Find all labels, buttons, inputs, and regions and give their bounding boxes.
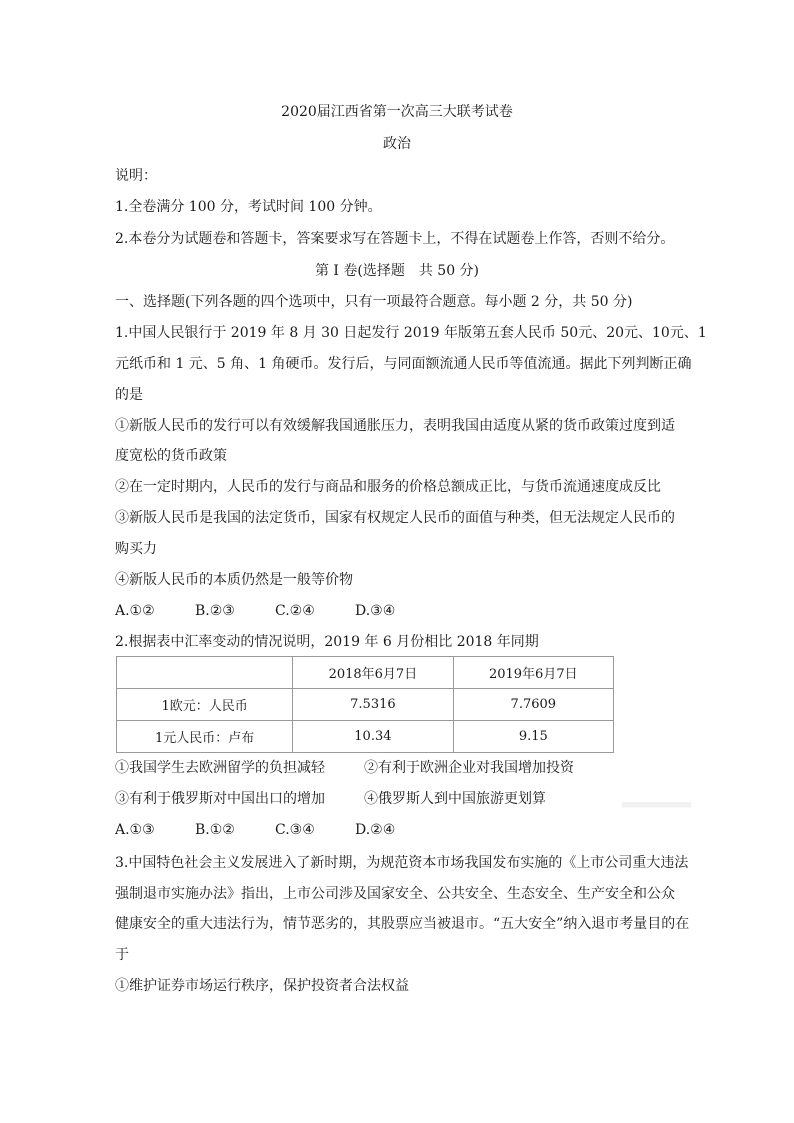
- table-cell: 2019年6月7日: [453, 657, 613, 689]
- note-item: 1.全卷满分 100 分，考试时间 100 分钟。: [115, 199, 382, 215]
- q1-statement: 度宽松的货币政策: [115, 448, 227, 464]
- faded-watermark: ▂▂▂▂▂: [622, 787, 692, 808]
- table-row: [117, 721, 614, 753]
- q2-statement: ④俄罗斯人到中国旅游更划算: [364, 791, 546, 807]
- table-cell: 7.7609: [453, 689, 613, 721]
- q1-option-a[interactable]: A.①②: [115, 603, 155, 619]
- q1-statement: ③新版人民币是我国的法定货币，国家有权规定人民币的面值与种类，但无法规定人民币的: [115, 510, 675, 526]
- table-cell: 1欧元：人民币: [117, 689, 293, 721]
- subject-title: 政治: [383, 136, 411, 152]
- q1-stem-line: 元纸币和 1 元、5 角、1 角硬币。发行后，与同面额流通人民币等值流通。据此下列判断正确: [115, 356, 692, 372]
- q3-stem-line: 健康安全的重大违法行为，情节恶劣的，其股票应当被退市。“五大安全”纳入退市考量目的在: [115, 916, 690, 932]
- q3-stem-line: 于: [115, 947, 129, 963]
- table-cell: 2018年6月7日: [293, 657, 453, 689]
- q1-statement: ④新版人民币的本质仍然是一般等价物: [115, 572, 353, 588]
- table-cell: 10.34: [293, 721, 453, 753]
- q1-option-c[interactable]: C.②④: [275, 603, 315, 619]
- q2-statement: ③有利于俄罗斯对中国出口的增加: [115, 791, 325, 807]
- q1-statement: ②在一定时期内，人民币的发行与商品和服务的价格总额成正比，与货币流通速度成反比: [115, 479, 661, 495]
- q2-options: [115, 820, 685, 840]
- q2-statement: ①我国学生去欧洲留学的负担减轻: [115, 760, 325, 776]
- q1-statement: ①新版人民币的发行可以有效缓解我国通胀压力，表明我国由适度从紧的货币政策过度到适: [115, 418, 675, 434]
- table-cell: [117, 657, 293, 689]
- q2-stem: 2.根据表中汇率变动的情况说明，2019 年 6 月份相比 2018 年同期: [115, 634, 539, 650]
- q2-option-c[interactable]: C.③④: [275, 822, 315, 838]
- section-instruction: 一、选择题(下列各题的四个选项中，只有一项最符合题意。每小题 2 分，共 50 分): [115, 294, 633, 310]
- q2-statement-row: [115, 789, 685, 809]
- q2-statement-row: [115, 758, 685, 778]
- q1-option-b[interactable]: B.②③: [195, 603, 235, 619]
- q1-options: [115, 601, 685, 621]
- exam-title: 2020届江西省第一次高三大联考试卷: [281, 104, 513, 120]
- q3-stem-line: 3.中国特色社会主义发展进入了新时期，为规范资本市场我国发布实施的《上市公司重大违法: [115, 855, 689, 871]
- note-item: 2.本卷分为试题卷和答题卡，答案要求写在答题卡上，不得在试题卷上作答，否则不给分。: [115, 231, 675, 247]
- q2-statement: ②有利于欧洲企业对我国增加投资: [364, 760, 574, 776]
- table-cell: 7.5316: [293, 689, 453, 721]
- table-cell: 1元人民币：卢布: [117, 721, 293, 753]
- notes-heading: 说明：: [115, 168, 157, 184]
- section-title: 第 I 卷(选择题 共 50 分): [314, 263, 480, 279]
- table-row: [117, 689, 614, 721]
- q2-option-d[interactable]: D.②④: [355, 822, 396, 838]
- q3-stem-line: 强制退市实施办法》指出，上市公司涉及国家安全、公共安全、生态安全、生产安全和公众: [115, 886, 675, 902]
- q1-stem-line: 的是: [115, 387, 143, 403]
- q1-stem-line: 1.中国人民银行于 2019 年 8 月 30 日起发行 2019 年版第五套人民币 50元、20元、10元、1: [115, 325, 707, 341]
- q2-option-a[interactable]: A.①③: [115, 822, 155, 838]
- q3-statement: ①维护证券市场运行秩序，保护投资者合法权益: [115, 978, 409, 994]
- table-cell: 9.15: [453, 721, 613, 753]
- q1-statement: 购买力: [115, 541, 157, 557]
- q2-option-b[interactable]: B.①②: [195, 822, 235, 838]
- exchange-rate-table: [116, 656, 614, 753]
- q1-option-d[interactable]: D.③④: [355, 603, 396, 619]
- table-header-row: [117, 657, 614, 689]
